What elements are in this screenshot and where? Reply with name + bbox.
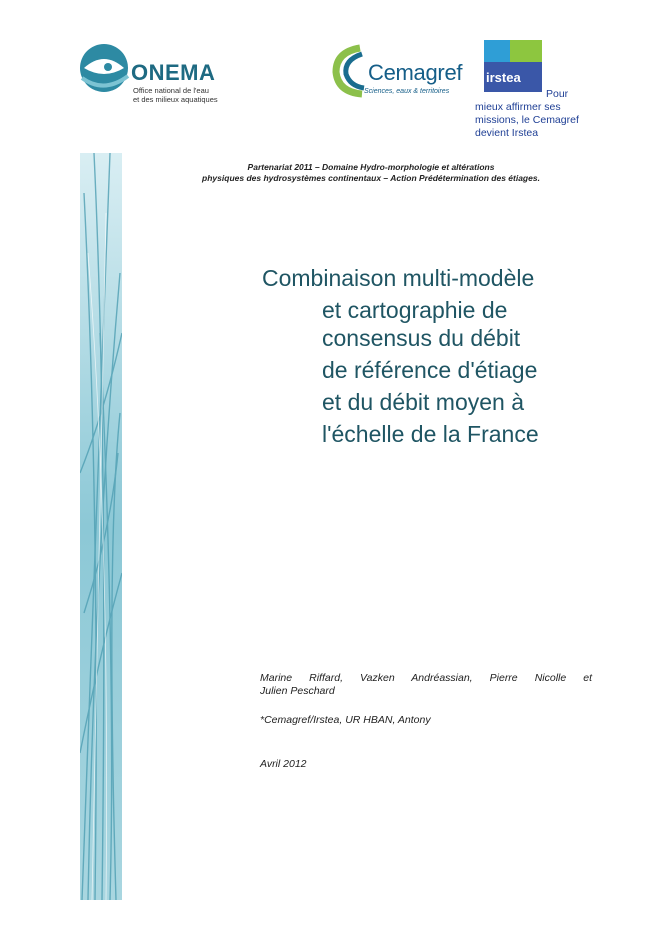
irstea-wordmark: irstea [486,70,521,85]
title-line-2: et cartographie de [322,297,508,323]
irstea-note-line-2: mieux affirmer ses [475,101,561,113]
partnership-line-1: Partenariat 2011 – Domaine Hydro-morphologie et altérations [247,162,495,172]
irstea-note-line-1: Pour [546,88,569,100]
title-line-6: l'échelle de la France [322,421,539,447]
irstea-note-line-3: missions, le Cemagref [475,114,579,126]
title-line-5: et du débit moyen à [322,389,525,415]
partnership-line-2: physiques des hydrosystèmes continentaux – Action Prédétermination des étiages. [202,173,540,183]
authors-line-2: Julien Peschard [260,685,335,697]
onema-subtitle-1: Office national de l'eau [133,86,209,95]
title-line-4: de référence d'étiage [322,357,538,383]
publication-date: Avril 2012 [260,758,307,770]
cemagref-wordmark: Cemagref [368,60,463,85]
title-line-1: Combinaison multi-modèle [262,265,535,291]
irstea-note-line-4: devient Irstea [475,127,539,139]
onema-wordmark: ONEMA [131,60,216,85]
authors-line-1: Marine Riffard, Vazken Andréassian, Pierre Nicolle et [260,672,592,684]
title-line-3: consensus du débit [322,325,521,351]
grass-decoration [80,153,122,900]
affiliation: *Cemagref/Irstea, UR HBAN, Antony [260,714,431,726]
onema-subtitle-2: et des milieux aquatiques [133,95,218,104]
cemagref-subtitle: Sciences, eaux & territoires [364,88,450,95]
